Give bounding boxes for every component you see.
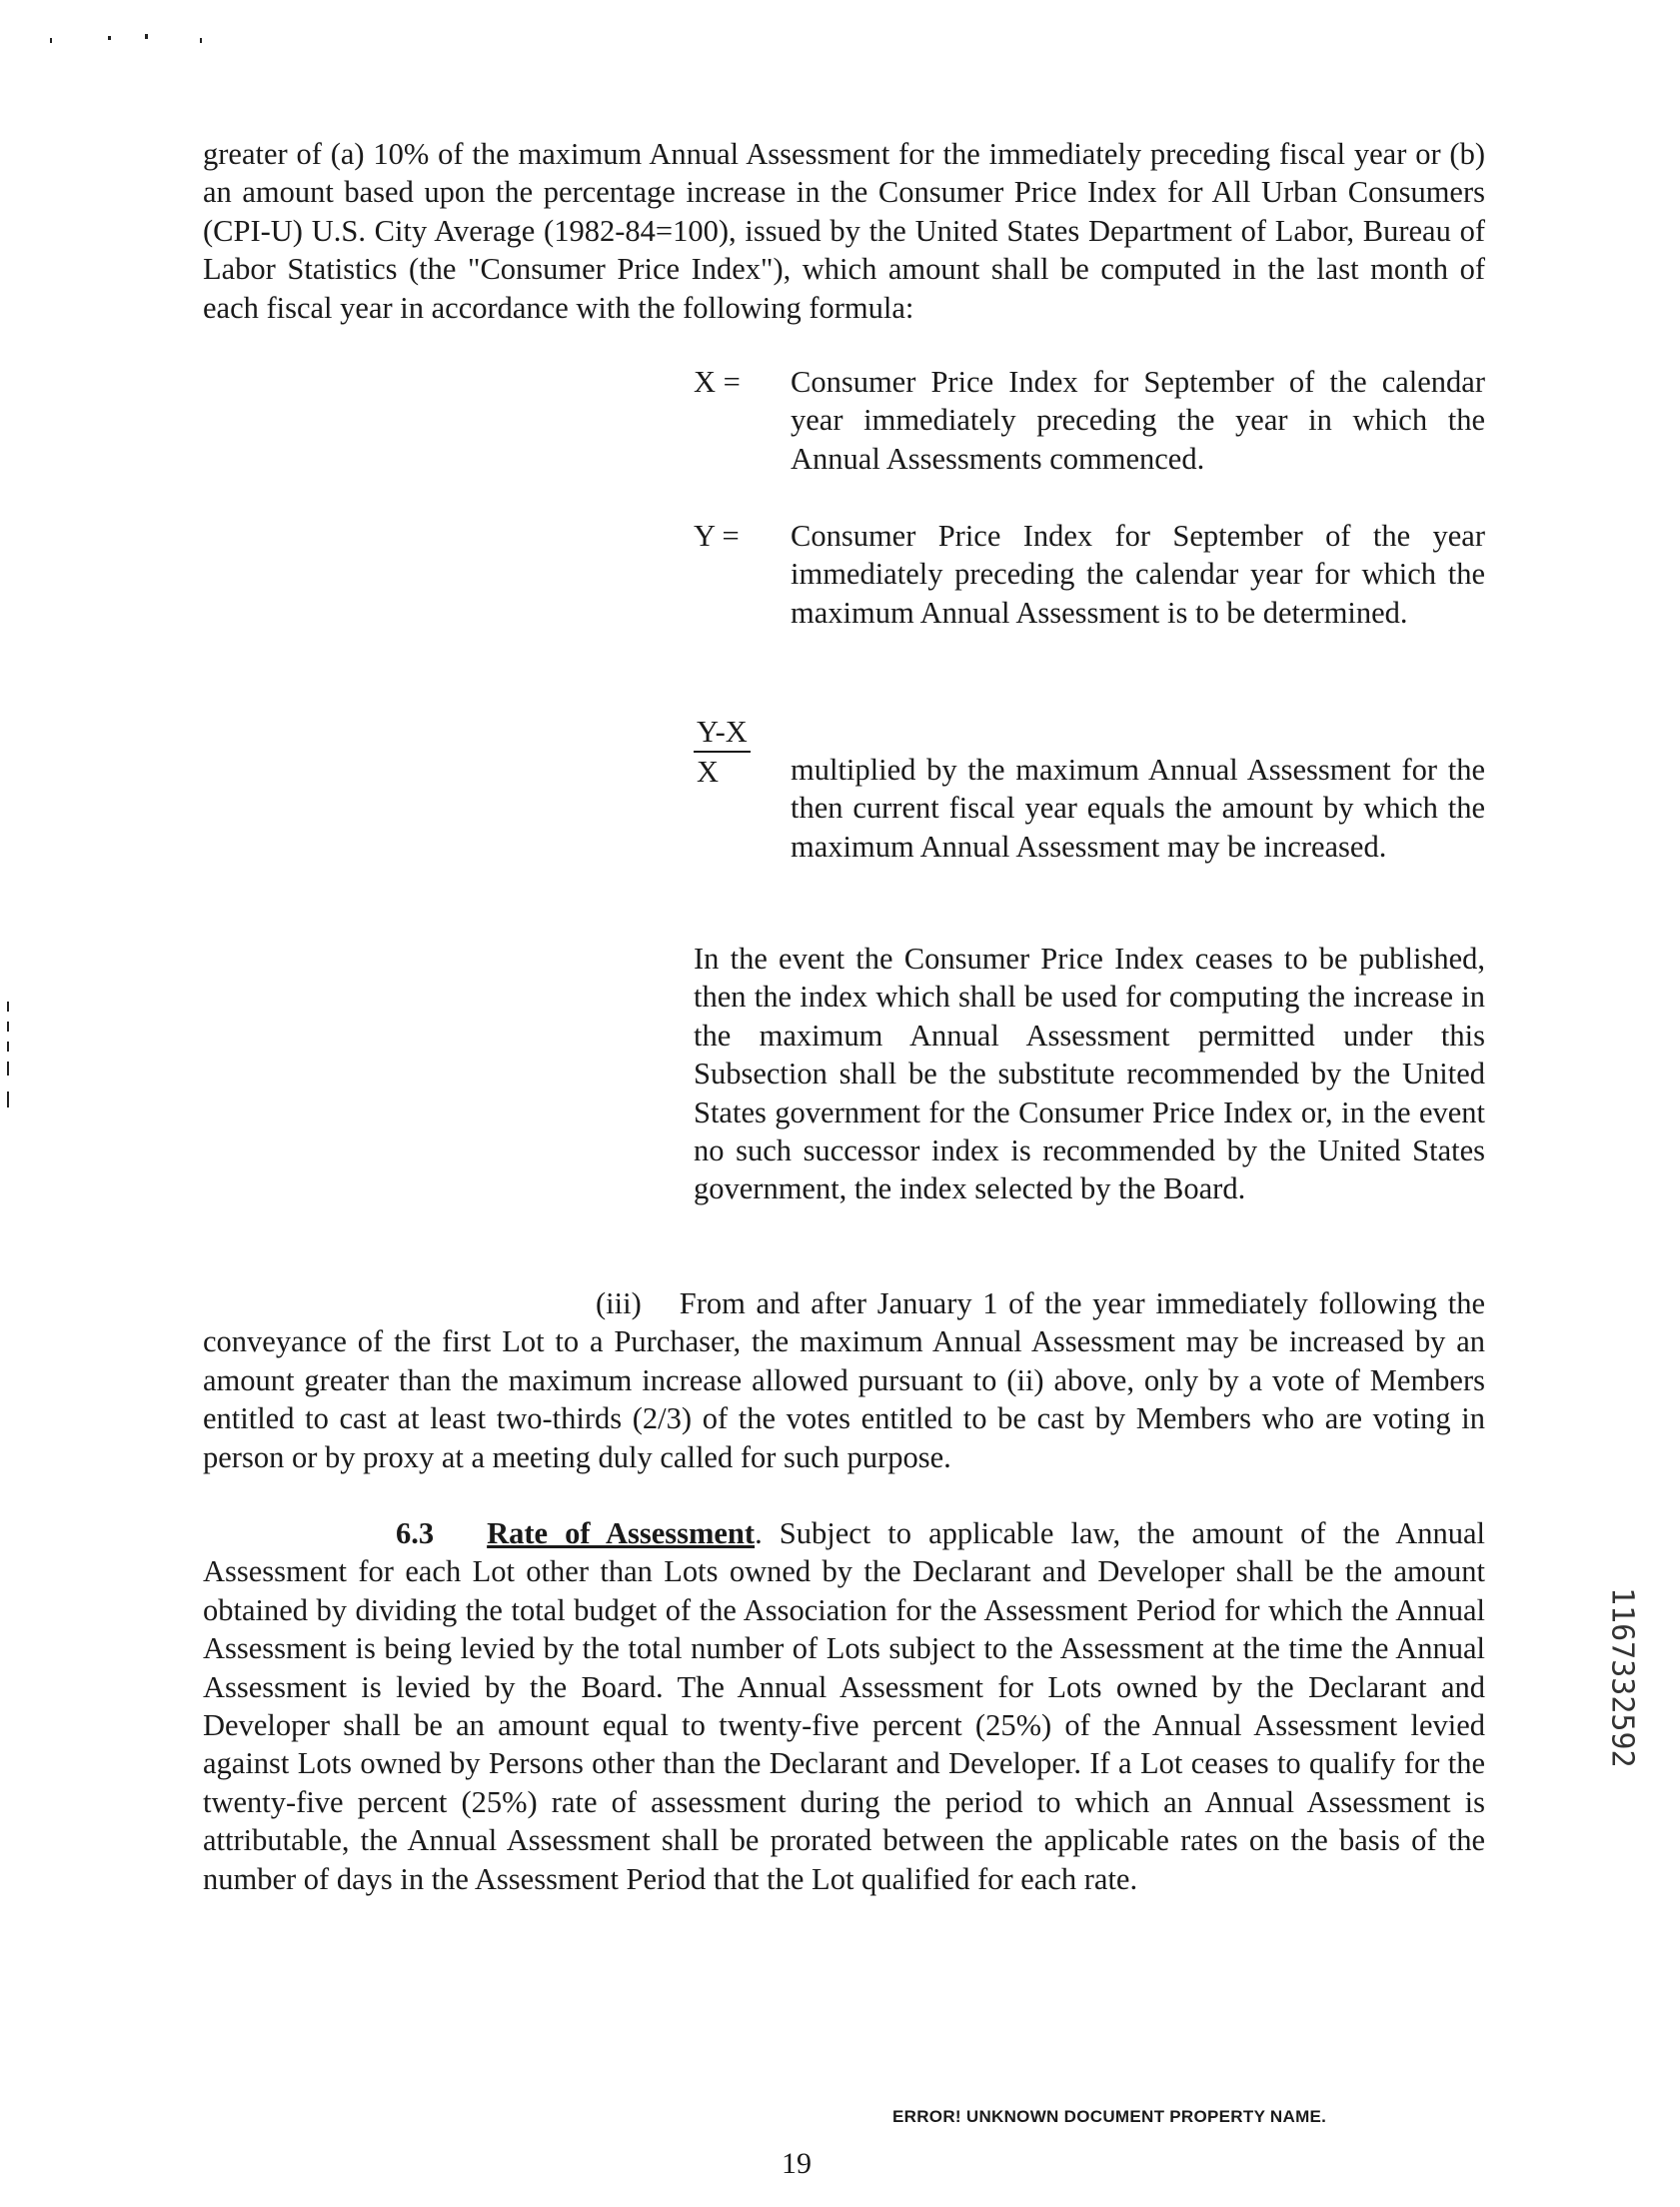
footer-error-note: ERROR! UNKNOWN DOCUMENT PROPERTY NAME. <box>892 2107 1327 2126</box>
clause-iii-text: From and after January 1 of the year immediately following the conveyance of the first Lot to a Purchaser, the maximum Annual Assessment may be increased by an amount greater than the maximum increase allowed pursuant to (ii) above, only by a vote of Members entitled to cast at least two-thirds (2/3) of the votes entitled to be cast by Members who are voting in person or by proxy at a meeting duly called for such purpose. <box>203 1286 1485 1474</box>
section-6-3-number: 6.3 <box>396 1516 435 1550</box>
fraction-definition: multiplied by the maximum Annual Assessment for the then current fiscal year equals the amount by which the maximum Annual Assessment may be increased. <box>791 753 1485 864</box>
cpi-cessation-paragraph: In the event the Consumer Price Index ceases to be published, then the index which shall be used for computing the increase in the maximum Annual Assessment permitted under this Subsection shall be the substitute recommended by the United States government for the Consumer Price Index or, in the event no such successor index is recommended by the United States government, the index selected by the Board. <box>694 942 1485 1206</box>
clause-iii-label: (iii) <box>596 1286 642 1320</box>
formula-x-label: X = <box>694 365 741 399</box>
section-6-3-text: . Subject to applicable law, the amount of the Annual Assessment for each Lot other than Lots owned by the Declarant and Developer shall be the amount obtained by dividing the total budget of the Association for the Assessment Period for which the Annual Assessment is being levied by the total number of Lots subject to the Assessment at the time the Annual Assessment is levied by the Board. The Annual Assessment for Lots owned by the Declarant and Developer shall be an amount equal to twenty-five percent (25%) of the Annual Assessment levied against Lots owned by Persons other than the Declarant and Developer. If a Lot ceases to qualify for the twenty-five percent (25%) rate of assessment during the period to which an Annual Assessment is attributable, the Annual Assessment shall be prorated between the applicable rates on the basis of the number of days in the Assessment Period that the Lot qualified for each rate. <box>203 1516 1485 1896</box>
page-number: 19 <box>782 2147 812 2180</box>
fraction-numerator: Y-X <box>694 713 751 753</box>
recording-stamp-number: 1167332592 <box>1604 1587 1640 1768</box>
formula-y-definition: Consumer Price Index for September of the year immediately preceding the calendar year for which the maximum Annual Assessment is to be determined. <box>791 519 1485 630</box>
clause-iii-paragraph <box>203 1284 1485 1476</box>
formula-x-definition: Consumer Price Index for September of the calendar year immediately preceding the year in which the Annual Assessments commenced. <box>791 365 1485 476</box>
section-6-3-paragraph <box>203 1514 1485 1898</box>
intro-paragraph: greater of (a) 10% of the maximum Annual Assessment for the immediately preceding fiscal year or (b) an amount based upon the percentage increase in the Consumer Price Index for All Urban Consumers (CPI-U) U.S. City Average (1982-84=100), issued by the United States Department of Labor, Bureau of Labor Statistics (the "Consumer Price Index"), which amount shall be computed in the last month of each fiscal year in accordance with the following formula: <box>203 137 1485 325</box>
fraction-denominator: X <box>697 755 720 790</box>
formula-fraction <box>694 713 751 792</box>
section-6-3-heading: Rate of Assessment <box>487 1516 756 1550</box>
formula-y-label: Y = <box>694 519 740 553</box>
